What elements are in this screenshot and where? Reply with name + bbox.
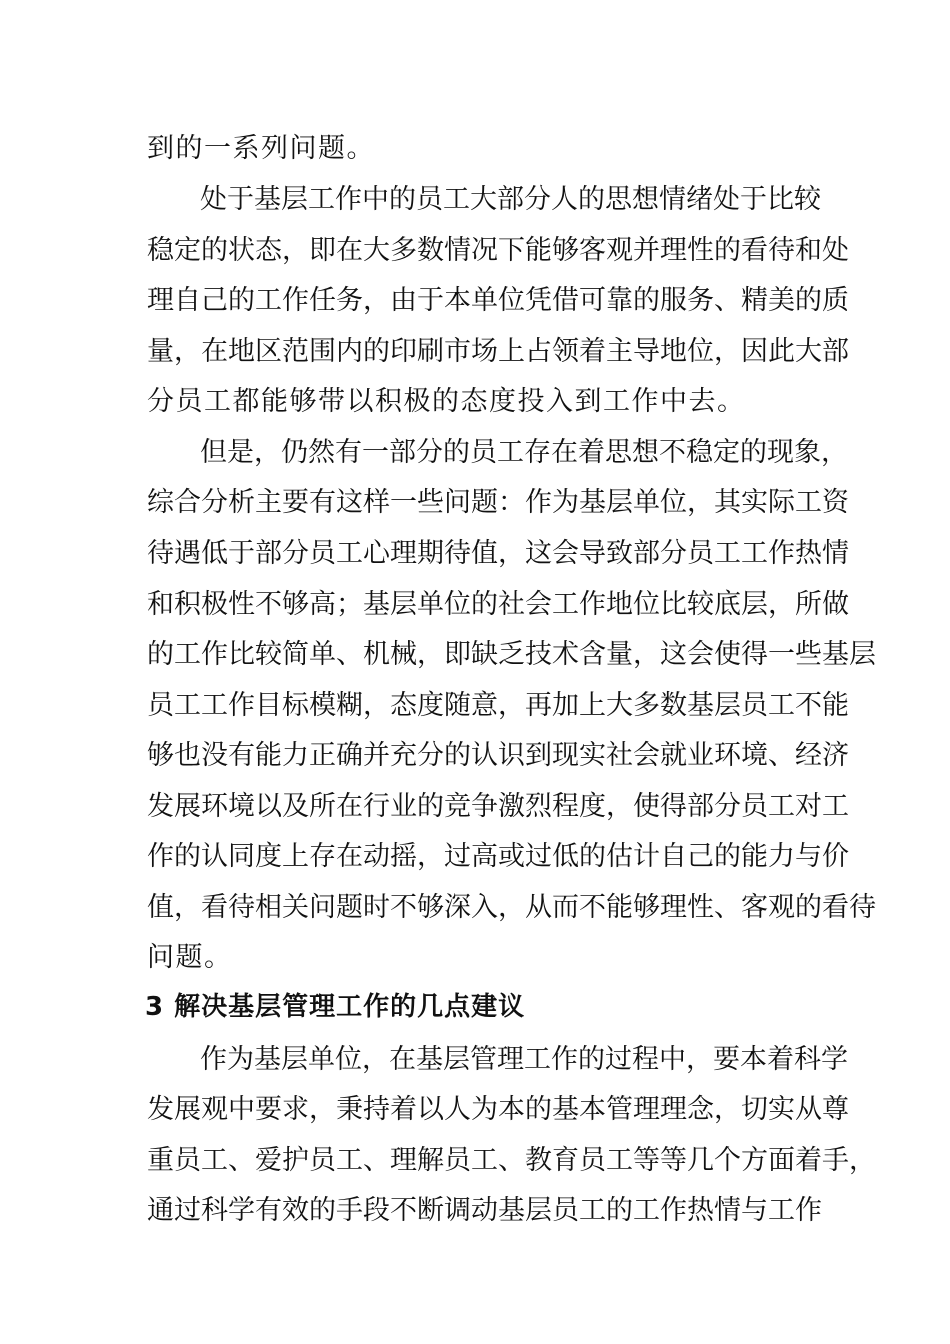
text-line: 稳定的状态，即在大多数情况下能够客观并理性的看待和处 bbox=[147, 235, 849, 266]
text-line: 通过科学有效的手段不断调动基层员工的工作热情与工作 bbox=[147, 1195, 822, 1226]
text-line: 问题。 bbox=[147, 942, 233, 973]
text-line: 的工作比较简单、机械，即缺乏技术含量，这会使得一些基层 bbox=[147, 639, 876, 670]
text-line: 分员工都能够带以积极的态度投入到工作中去。 bbox=[147, 386, 746, 417]
text-line: 发展观中要求，秉持着以人为本的基本管理理念，切实从尊 bbox=[147, 1094, 849, 1125]
text-line: 量，在地区范围内的印刷市场上占领着主导地位，因此大部 bbox=[147, 336, 849, 367]
section-heading: 3 解决基层管理工作的几点建议 bbox=[145, 992, 526, 1022]
text-line: 员工工作目标模糊，态度随意，再加上大多数基层员工不能 bbox=[147, 690, 849, 721]
text-line: 发展环境以及所在行业的竞争激烈程度，使得部分员工对工 bbox=[147, 791, 849, 822]
text-line: 和积极性不够高；基层单位的社会工作地位比较底层，所做 bbox=[147, 589, 849, 620]
text-line: 作的认同度上存在动摇，过高或过低的估计自己的能力与价 bbox=[147, 841, 849, 872]
text-line: 综合分析主要有这样一些问题：作为基层单位，其实际工资 bbox=[147, 487, 849, 518]
paragraph-first-line: 但是，仍然有一部分的员工存在着思想不稳定的现象， bbox=[200, 437, 848, 468]
paragraph-first-line: 作为基层单位，在基层管理工作的过程中，要本着科学 bbox=[200, 1044, 848, 1075]
paragraph-first-line: 处于基层工作中的员工大部分人的思想情绪处于比较 bbox=[200, 184, 821, 215]
text-line: 待遇低于部分员工心理期待值，这会导致部分员工工作热情 bbox=[147, 538, 849, 569]
text-line: 重员工、爱护员工、理解员工、教育员工等等几个方面着手， bbox=[147, 1145, 876, 1176]
text-line: 到的一系列问题。 bbox=[147, 133, 375, 164]
text-line: 值，看待相关问题时不够深入，从而不能够理性、客观的看待 bbox=[147, 892, 876, 923]
text-line: 理自己的工作任务，由于本单位凭借可靠的服务、精美的质 bbox=[147, 285, 849, 316]
text-line: 够也没有能力正确并充分的认识到现实社会就业环境、经济 bbox=[147, 740, 849, 771]
